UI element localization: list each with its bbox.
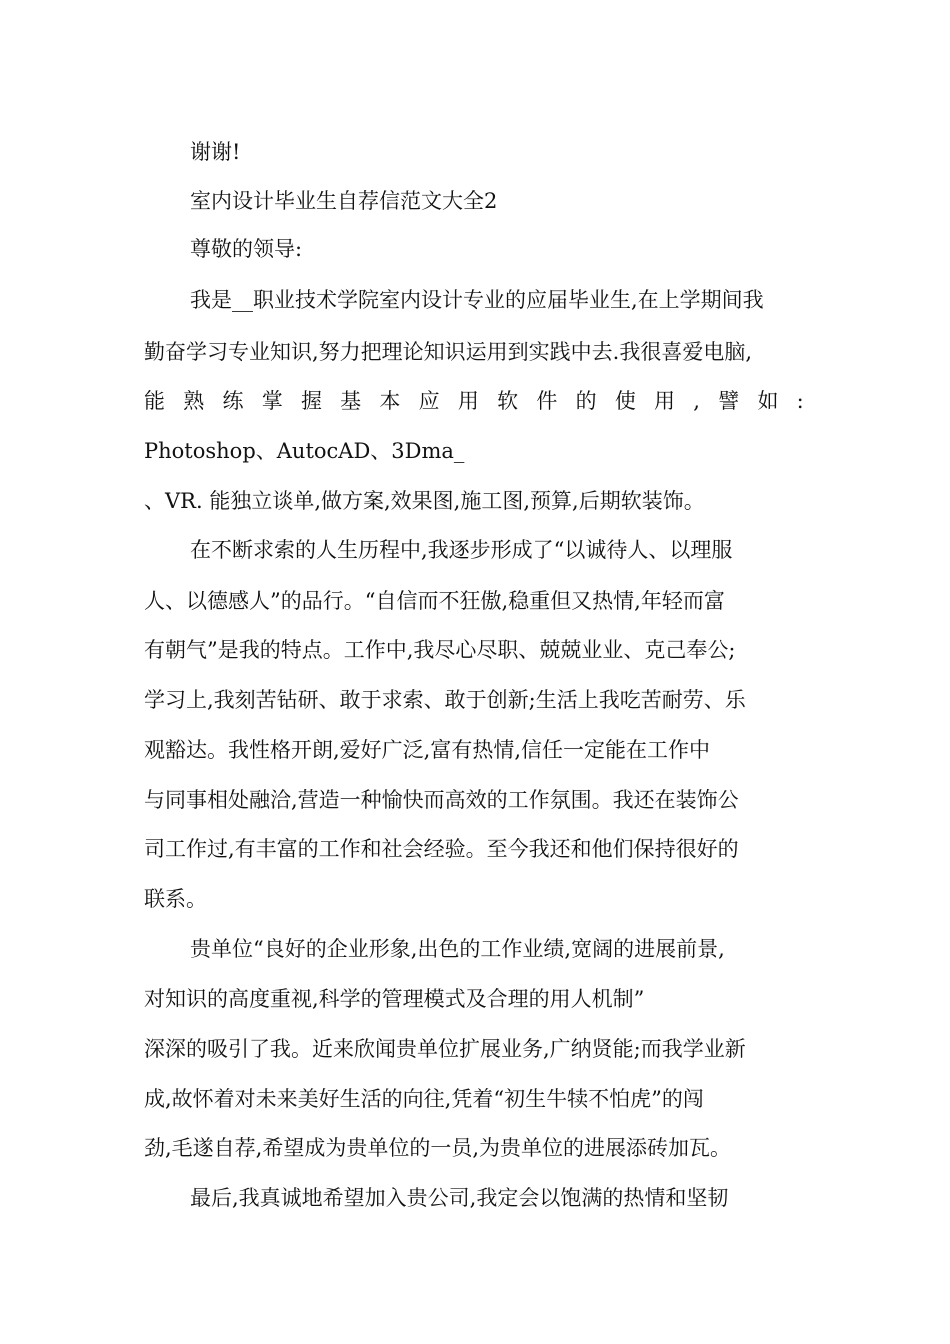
paragraph-line: 观豁达。我性格开朗,爱好广泛,富有热情,信任一定能在工作中 xyxy=(144,738,711,762)
paragraph-line: 有朝气”是我的特点。工作中,我尽心尽职、兢兢业业、克己奉公; xyxy=(144,638,736,662)
char: 练 xyxy=(222,389,244,413)
char: 熟 xyxy=(183,389,205,413)
paragraph-line-justified xyxy=(144,386,804,416)
char: 掌 xyxy=(261,389,283,413)
char: 用 xyxy=(457,389,479,413)
paragraph-line: 最后,我真诚地希望加入贵公司,我定会以饱满的热情和坚韧 xyxy=(190,1186,729,1210)
char: 应 xyxy=(418,389,440,413)
char: 如 xyxy=(757,389,779,413)
section-title: 室内设计毕业生自荐信范文大全2 xyxy=(190,189,498,213)
char: 使 xyxy=(614,389,636,413)
char: 软 xyxy=(497,389,519,413)
char: 能 xyxy=(144,389,165,413)
paragraph-line: 深深的吸引了我。近来欣闻贵单位扩展业务,广纳贤能;而我学业新 xyxy=(144,1037,746,1061)
paragraph-line: 我是__职业技术学院室内设计专业的应届毕业生,在上学期间我 xyxy=(190,288,764,312)
paragraph-line: 在不断求索的人生历程中,我逐步形成了“以诚待人、以理服 xyxy=(190,538,733,562)
char: 本 xyxy=(379,389,401,413)
paragraph-line: 劲,毛遂自荐,希望成为贵单位的一员,为贵单位的进展添砖加瓦。 xyxy=(144,1136,732,1160)
paragraph-line: 与同事相处融洽,营造一种愉快而高效的工作氛围。我还在装饰公 xyxy=(144,788,739,812)
paragraph-line: 贵单位“良好的企业形象,出色的工作业绩,宽阔的进展前景, xyxy=(190,937,725,961)
paragraph-line: 联系。 xyxy=(144,887,207,911)
char: 件 xyxy=(536,389,558,413)
paragraph-line: 学习上,我刻苦钻研、敢于求索、敢于创新;生活上我吃苦耐劳、乐 xyxy=(144,688,746,712)
paragraph-line: 成,故怀着对未来美好生活的向往,凭着“初生牛犊不怕虎”的闯 xyxy=(144,1087,704,1111)
paragraph-line: 对知识的高度重视,科学的管理模式及合理的用人机制” xyxy=(144,987,645,1011)
paragraph-line: 勤奋学习专业知识,努力把理论知识运用到实践中去.我很喜爱电脑, xyxy=(144,340,753,364)
char: 的 xyxy=(575,389,597,413)
char: , xyxy=(693,389,700,413)
salutation: 尊敬的领导: xyxy=(190,237,303,261)
char: : xyxy=(796,389,804,413)
paragraph-line: 人、以德感人”的品行。“自信而不狂傲,稳重但又热情,年轻而富 xyxy=(144,589,725,613)
char: 基 xyxy=(340,389,362,413)
char: 譬 xyxy=(718,389,740,413)
closing-thanks: 谢谢! xyxy=(190,140,241,164)
paragraph-line: Photoshop、AutocAD、3Dma_ xyxy=(144,439,465,463)
paragraph-line: 、VR. 能独立谈单,做方案,效果图,施工图,预算,后期软装饰。 xyxy=(144,489,705,513)
char: 握 xyxy=(300,389,322,413)
paragraph-line: 司工作过,有丰富的工作和社会经验。至今我还和他们保持很好的 xyxy=(144,837,739,861)
char: 用 xyxy=(654,389,676,413)
